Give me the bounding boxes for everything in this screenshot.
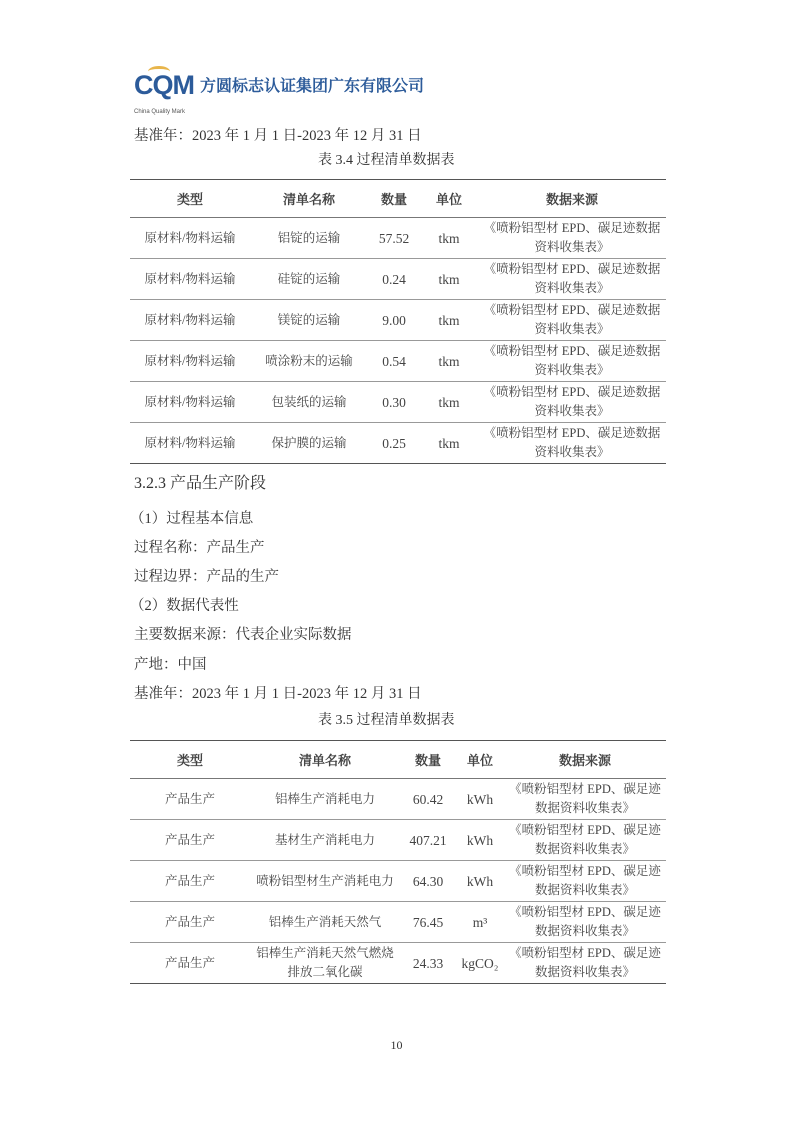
company-name: 方圆标志认证集团广东有限公司 — [200, 78, 425, 95]
column-header: 数据来源 — [545, 192, 598, 207]
table-row — [130, 861, 666, 902]
item-name-cell: 喷粉铝型材生产消耗电力 — [256, 873, 394, 888]
item-name-cell: 铝锭的运输 — [277, 230, 341, 245]
body-line: 产地：中国 — [134, 657, 207, 673]
column-header: 数量 — [414, 753, 441, 768]
quantity-cell: 60.42 — [412, 791, 444, 807]
unit-cell: kgCO₂ — [461, 955, 499, 971]
data-source-cell: 《喷粉铝型材 EPD、碳足迹数据资料收集表》 — [483, 262, 661, 295]
unit-cell: tkm — [438, 230, 460, 246]
item-name-cell: 铝棒生产消耗天然气燃烧排放二氧化碳 — [256, 946, 394, 979]
table-row — [130, 902, 666, 943]
data-source-cell: 《喷粉铝型材 EPD、碳足迹数据资料收集表》 — [509, 946, 661, 979]
item-name-cell: 铝棒生产消耗电力 — [274, 791, 375, 806]
table-row — [130, 341, 666, 382]
type-cell: 原材料/物料运输 — [144, 230, 236, 245]
column-header: 单位 — [466, 753, 493, 768]
table-row — [130, 259, 666, 300]
unit-cell: kWh — [466, 791, 494, 807]
body-line: 基准年：2023 年 1 月 1 日-2023 年 12 月 31 日 — [134, 686, 422, 702]
process-inventory-table-3-4 — [130, 179, 666, 464]
quantity-cell: 76.45 — [412, 914, 444, 930]
base-year-1: 基准年：2023 年 1 月 1 日-2023 年 12 月 31 日 — [134, 128, 422, 144]
quantity-cell: 0.30 — [382, 394, 406, 410]
quantity-cell: 24.33 — [412, 955, 444, 971]
quantity-cell: 9.00 — [382, 312, 406, 328]
table-row — [130, 300, 666, 341]
body-line: （2）数据代表性 — [130, 598, 239, 614]
unit-cell: m³ — [472, 914, 488, 930]
data-source-cell: 《喷粉铝型材 EPD、碳足迹数据资料收集表》 — [509, 905, 661, 938]
quantity-cell: 64.30 — [412, 873, 444, 889]
company-logo — [134, 70, 425, 115]
item-name-cell: 基材生产消耗电力 — [274, 832, 375, 847]
column-header: 清单名称 — [298, 753, 351, 768]
table-row — [130, 779, 666, 820]
page-number: 10 — [390, 1038, 403, 1052]
type-cell: 产品生产 — [164, 955, 215, 970]
item-name-cell: 硅锭的运输 — [277, 271, 341, 286]
section-heading-3-2-3: 3.2.3 产品生产阶段 — [134, 475, 267, 492]
process-inventory-table-3-5 — [130, 740, 666, 984]
body-line: 过程名称：产品生产 — [134, 540, 265, 556]
table-caption-3-4: 表 3.4 过程清单数据表 — [318, 153, 455, 168]
unit-cell: kWh — [466, 873, 494, 889]
type-cell: 原材料/物料运输 — [144, 312, 236, 327]
item-name-cell: 喷涂粉末的运输 — [265, 353, 353, 368]
quantity-cell: 407.21 — [409, 832, 447, 848]
table-header-row — [130, 741, 666, 779]
quantity-cell: 0.24 — [382, 271, 406, 287]
column-header: 类型 — [176, 192, 203, 207]
body-line: 过程边界：产品的生产 — [134, 569, 279, 585]
item-name-cell: 铝棒生产消耗天然气 — [268, 914, 382, 929]
unit-cell: tkm — [438, 394, 460, 410]
table-row — [130, 382, 666, 423]
quantity-cell: 0.54 — [382, 353, 406, 369]
item-name-cell: 镁锭的运输 — [277, 312, 341, 327]
data-source-cell: 《喷粉铝型材 EPD、碳足迹数据资料收集表》 — [509, 823, 661, 856]
table-row — [130, 423, 666, 464]
table-header-row — [130, 180, 666, 218]
type-cell: 原材料/物料运输 — [144, 353, 236, 368]
type-cell: 产品生产 — [164, 873, 215, 888]
item-name-cell: 保护膜的运输 — [271, 435, 347, 450]
unit-cell: tkm — [438, 312, 460, 328]
logo-text: CQM — [134, 70, 194, 100]
unit-cell: kWh — [466, 832, 494, 848]
type-cell: 原材料/物料运输 — [144, 394, 236, 409]
unit-cell: tkm — [438, 353, 460, 369]
data-source-cell: 《喷粉铝型材 EPD、碳足迹数据资料收集表》 — [483, 426, 661, 459]
table-row — [130, 820, 666, 861]
unit-cell: tkm — [438, 271, 460, 287]
table-row — [130, 218, 666, 259]
data-source-cell: 《喷粉铝型材 EPD、碳足迹数据资料收集表》 — [483, 344, 661, 377]
quantity-cell: 57.52 — [378, 230, 410, 246]
type-cell: 原材料/物料运输 — [144, 435, 236, 450]
column-header: 数量 — [380, 192, 407, 207]
body-line: 主要数据来源：代表企业实际数据 — [134, 627, 352, 643]
logo-arc-icon — [148, 66, 170, 77]
data-source-cell: 《喷粉铝型材 EPD、碳足迹数据资料收集表》 — [509, 864, 661, 897]
cqm-logo-mark — [134, 70, 194, 115]
logo-subtitle: China Quality Mark — [134, 109, 186, 115]
data-source-cell: 《喷粉铝型材 EPD、碳足迹数据资料收集表》 — [509, 782, 661, 815]
column-header: 单位 — [435, 192, 462, 207]
column-header: 数据来源 — [558, 753, 611, 768]
table-caption-3-5: 表 3.5 过程清单数据表 — [318, 713, 455, 728]
data-source-cell: 《喷粉铝型材 EPD、碳足迹数据资料收集表》 — [483, 385, 661, 418]
column-header: 清单名称 — [282, 192, 335, 207]
item-name-cell: 包装纸的运输 — [271, 394, 347, 409]
type-cell: 产品生产 — [164, 832, 215, 847]
type-cell: 产品生产 — [164, 791, 215, 806]
table-row — [130, 943, 666, 984]
body-line: （1）过程基本信息 — [130, 511, 254, 527]
type-cell: 产品生产 — [164, 914, 215, 929]
data-source-cell: 《喷粉铝型材 EPD、碳足迹数据资料收集表》 — [483, 303, 661, 336]
column-header: 类型 — [176, 753, 203, 768]
data-source-cell: 《喷粉铝型材 EPD、碳足迹数据资料收集表》 — [483, 221, 661, 254]
type-cell: 原材料/物料运输 — [144, 271, 236, 286]
unit-cell: tkm — [438, 435, 460, 451]
quantity-cell: 0.25 — [382, 435, 406, 451]
